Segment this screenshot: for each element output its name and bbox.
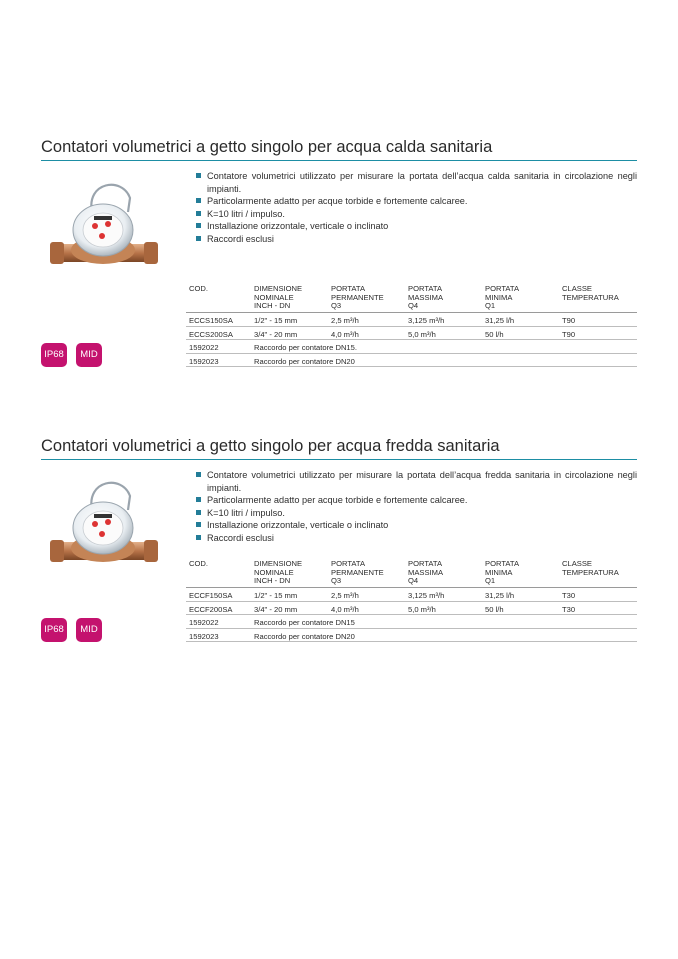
specs-table: [186, 285, 637, 367]
header-portata-minima: PORTATA MINIMA Q1: [485, 559, 520, 586]
cell-dimension: 3/4" - 20 mm: [254, 604, 298, 614]
header-dimensione: DIMENSIONE NOMINALE INCH - DN: [254, 284, 303, 311]
feature-list: [196, 170, 637, 246]
hot-water-section: [0, 138, 678, 378]
cell-q3: 4,0 m³/h: [331, 604, 359, 614]
table-row: [186, 327, 637, 341]
cell-q3: 2,5 m³/h: [331, 591, 359, 600]
header-cod: COD.: [189, 559, 208, 568]
cell-dimension: 1/2" - 15 mm: [254, 316, 298, 325]
cell-code: 1592023: [189, 356, 219, 366]
cell-q1: 31,25 l/h: [485, 591, 515, 600]
header-classe: CLASSE TEMPERATURA: [562, 559, 619, 577]
header-dimensione: DIMENSIONE NOMINALE INCH - DN: [254, 559, 303, 586]
title-divider: [41, 459, 637, 460]
water-meter-image: [44, 172, 162, 287]
cell-q3: 2,5 m³/h: [331, 316, 359, 325]
section-title: Contatori volumetrici a getto singolo per acqua fredda sanitaria: [41, 437, 500, 455]
header-portata-massima: PORTATA MASSIMA Q4: [408, 284, 444, 311]
title-divider: [41, 160, 637, 161]
cell-code: ECCS150SA: [189, 316, 233, 325]
cell-class: T90: [562, 316, 576, 325]
ip68-badge: IP68: [41, 618, 67, 642]
cell-description: Raccordo per contatore DN15: [254, 618, 355, 627]
cell-q4: 3,125 m³/h: [408, 316, 445, 325]
cell-q4: 5,0 m³/h: [408, 329, 436, 339]
table-row: [186, 313, 637, 327]
table-row: [186, 588, 637, 602]
cell-q1: 50 l/h: [485, 329, 504, 339]
cell-code: ECCS200SA: [189, 329, 233, 339]
cell-code: 1592023: [189, 631, 219, 641]
cell-code: 1592022: [189, 618, 219, 627]
header-portata-permanente: PORTATA PERMANENTE Q3: [331, 559, 384, 586]
feature-list: [196, 469, 637, 545]
header-portata-minima: PORTATA MINIMA Q1: [485, 284, 520, 311]
cell-dimension: 1/2" - 15 mm: [254, 591, 298, 600]
feature-item: Raccordi esclusi: [196, 233, 637, 246]
ip68-badge: IP68: [41, 343, 67, 367]
feature-item: K=10 litri / impulso.: [196, 507, 637, 520]
table-row: [186, 629, 637, 643]
mid-badge: MID: [76, 618, 102, 642]
cell-q4: 3,125 m³/h: [408, 591, 445, 600]
cell-q4: 5,0 m³/h: [408, 604, 436, 614]
cell-class: T30: [562, 591, 576, 600]
mid-badge: MID: [76, 343, 102, 367]
feature-item: Contatore volumetrici utilizzato per misurare la portata dell’acqua fredda sanitaria in circolazione negli impianti.: [196, 469, 637, 494]
cell-dimension: 3/4" - 20 mm: [254, 329, 298, 339]
cell-code: 1592022: [189, 343, 219, 352]
header-classe: CLASSE TEMPERATURA: [562, 284, 619, 302]
table-row: [186, 602, 637, 616]
cell-class: T30: [562, 604, 576, 614]
cell-description: Raccordo per contatore DN15.: [254, 343, 357, 352]
cell-description: Raccordo per contatore DN20: [254, 631, 355, 641]
water-meter-image: [44, 470, 162, 585]
section-title: Contatori volumetrici a getto singolo per acqua calda sanitaria: [41, 138, 493, 156]
table-header: [186, 285, 637, 313]
cell-code: ECCF150SA: [189, 591, 233, 600]
header-portata-permanente: PORTATA PERMANENTE Q3: [331, 284, 384, 311]
cell-q1: 31,25 l/h: [485, 316, 515, 325]
feature-item: Particolarmente adatto per acque torbide e fortemente calcaree.: [196, 494, 637, 507]
feature-item: Raccordi esclusi: [196, 532, 637, 545]
cell-q1: 50 l/h: [485, 604, 504, 614]
feature-item: Particolarmente adatto per acque torbide e fortemente calcaree.: [196, 195, 637, 208]
cell-class: T90: [562, 329, 576, 339]
table-header: [186, 560, 637, 588]
feature-item: Installazione orizzontale, verticale o inclinato: [196, 519, 637, 532]
table-row: [186, 354, 637, 368]
table-row: [186, 615, 637, 629]
feature-item: Installazione orizzontale, verticale o inclinato: [196, 220, 637, 233]
table-row: [186, 340, 637, 354]
specs-table: [186, 560, 637, 642]
cell-q3: 4,0 m³/h: [331, 329, 359, 339]
cell-description: Raccordo per contatore DN20: [254, 356, 355, 366]
header-portata-massima: PORTATA MASSIMA Q4: [408, 559, 444, 586]
header-cod: COD.: [189, 284, 208, 293]
feature-item: K=10 litri / impulso.: [196, 208, 637, 221]
feature-item: Contatore volumetrici utilizzato per misurare la portata dell’acqua calda sanitaria in circolazione negli impianti.: [196, 170, 637, 195]
cell-code: ECCF200SA: [189, 604, 233, 614]
cold-water-section: [0, 437, 678, 657]
